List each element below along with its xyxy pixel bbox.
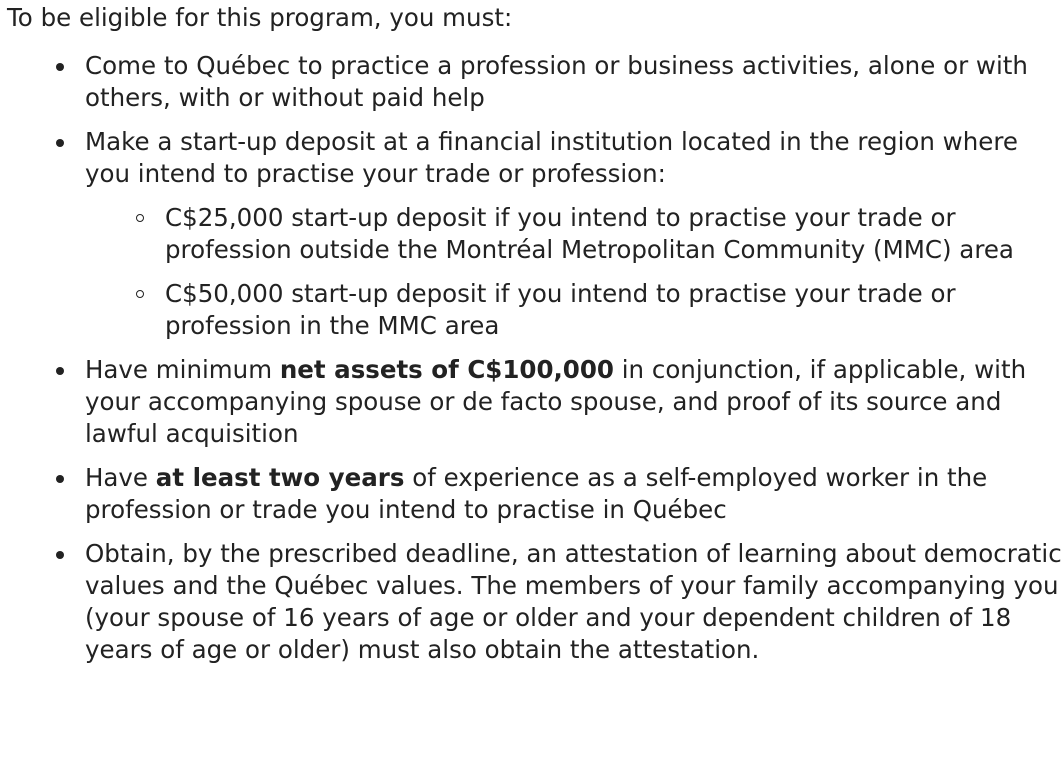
requirement-text: Come to Québec to practice a profession or business activities, alone or with others, with or without paid help bbox=[85, 51, 1028, 112]
requirement-emphasis: net assets of C$100,000 bbox=[279, 355, 614, 384]
deposit-option-text: C$25,000 start-up deposit if you intend to practise your trade or profession outside the Montréal Metropolitan Community (MMC) area bbox=[165, 203, 1014, 264]
list-item bbox=[85, 50, 1062, 114]
list-item bbox=[85, 462, 1062, 526]
list-item bbox=[85, 538, 1062, 666]
sub-list-item bbox=[165, 278, 1062, 342]
requirement-emphasis: at least two years bbox=[155, 463, 405, 492]
requirement-text: Make a start-up deposit at a financial institution located in the region where you intend to practise your trade or profession: bbox=[85, 127, 1018, 188]
intro-text: To be eligible for this program, you must: bbox=[7, 3, 513, 32]
list-item bbox=[85, 126, 1062, 342]
requirement-text-start: Have minimum bbox=[85, 355, 280, 384]
requirement-text-start: Have bbox=[85, 463, 156, 492]
requirement-text-end: of experience as a self-employed worker in the profession or trade you intend to practise in Québec bbox=[85, 463, 988, 524]
deposit-options-list bbox=[85, 202, 1062, 342]
requirements-list bbox=[7, 50, 1062, 666]
list-item bbox=[85, 354, 1062, 450]
deposit-option-text: C$50,000 start-up deposit if you intend to practise your trade or profession in the MMC area bbox=[165, 279, 956, 340]
sub-list-item bbox=[165, 202, 1062, 266]
requirement-text: Obtain, by the prescribed deadline, an attestation of learning about democratic values and the Québec values. The members of your family accompanying you (your spouse of 16 years of age or older and your dependent children of 18 years of age or older) must also obtain the attestation. bbox=[85, 539, 1062, 664]
requirement-text-end: in conjunction, if applicable, with your accompanying spouse or de facto spouse, and proof of its source and lawful acquisition bbox=[85, 355, 1027, 448]
